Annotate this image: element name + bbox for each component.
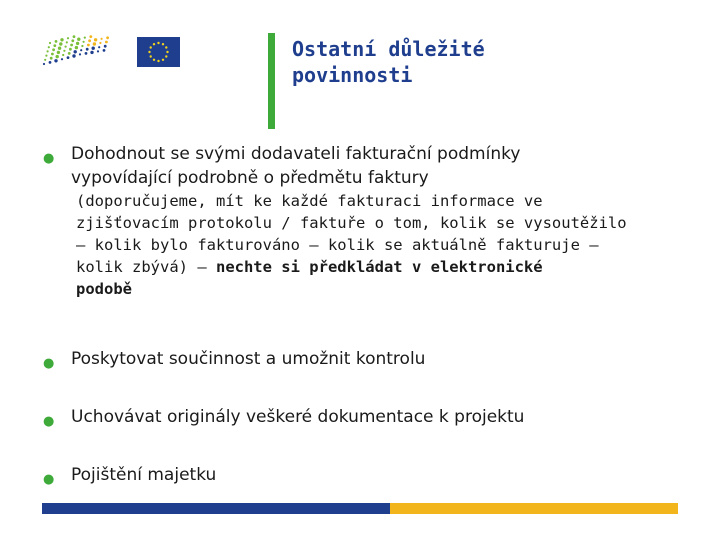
list-item (40, 142, 680, 300)
title-line-2: povinnosti (292, 63, 413, 87)
bullet-icon: ● (43, 472, 55, 487)
footer-stripe-blue (42, 503, 390, 514)
bullet-icon: ● (43, 356, 55, 371)
item1-line3: (doporučujeme, mít ke každé fakturaci informace ve (76, 192, 543, 210)
footer-stripe (42, 503, 678, 514)
footer-stripe-yellow (390, 503, 678, 514)
item1-line5: – kolik bylo fakturováno – kolik se aktuálně fakturuje – (76, 236, 599, 254)
eu-flag-icon (137, 37, 180, 67)
item1-line6-normal: kolik zbývá) – (76, 258, 216, 276)
item2-text: Poskytovat součinnost a umožnit kontrolu (71, 349, 426, 369)
item1-line6 (76, 256, 680, 278)
bullet-icon: ● (43, 414, 55, 429)
title-accent-bar (268, 33, 275, 129)
item1-detail (71, 190, 680, 300)
bullet-list (40, 142, 680, 487)
bullet-icon: ● (43, 151, 55, 166)
list-item (40, 463, 216, 487)
item1-line2: vypovídající podrobně o předmětu faktury (71, 168, 429, 188)
item3-text: Uchovávat originály veškeré dokumentace k projektu (71, 407, 525, 427)
dotted-wave-logo-icon (40, 34, 112, 70)
title-line-1: Ostatní důležité (292, 37, 485, 61)
item1-line1: Dohodnout se svými dodavateli fakturační podmínky (71, 144, 521, 164)
item1-line4: zjišťovacím protokolu / faktuře o tom, kolik se vysoutěžilo (76, 214, 627, 232)
item1-line7: podobě (76, 280, 132, 298)
list-item (40, 347, 425, 371)
item1-line6-bold: nechte si předkládat v elektronické (215, 258, 543, 276)
list-item (40, 405, 524, 429)
page-title (292, 36, 692, 88)
item4-text: Pojištění majetku (71, 465, 217, 485)
